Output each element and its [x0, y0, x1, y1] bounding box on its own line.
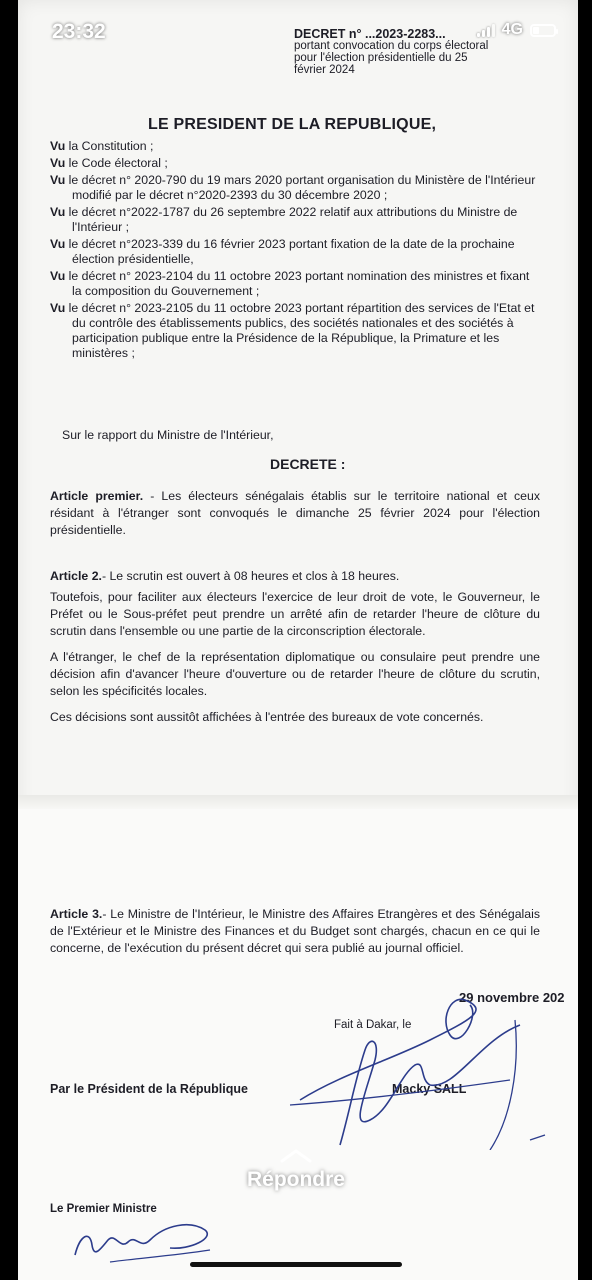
document-title: LE PRESIDENT DE LA REPUBLIQUE, [148, 116, 437, 133]
fait-a-dakar: Fait à Dakar, le [334, 1019, 412, 1031]
article-2-paragraph: Toutefois, pour faciliter aux électeurs l'exercice de leur droit de vote, le Gouverneur, le Préfet ou le Sous-préfet peut prendre un arrêté afin de retarder l'heure de clôture du scrutin dans l'ensemble ou une partie de la circonscription électorale. [50, 590, 540, 638]
decree-subject-line2: pour l'élection présidentielle du 25 [294, 52, 468, 64]
vu-item: Vu le décret n° 2023-2105 du 11 octobre 2023 portant répartition des services de l'Etat et du contrôle des établissements publics, des sociétés nationales et des sociétés à participation publique entre la Présidence de la République, la Primature et les ministères ; [50, 301, 535, 360]
vu-item: Vu le décret n° 2023-2104 du 11 octobre 2023 portant nomination des ministres et fixant la composition du Gouvernement ; [50, 269, 530, 298]
vu-list [50, 139, 542, 363]
article-3-text: - Le Ministre de l'Intérieur, le Ministre des Affaires Etrangères et des Sénégalais de l'Extérieur et le Ministre des Finances et du Budget sont chargés, chacun en ce qui le concerne, de l'exécution du présent décret qui sera publié au journal officiel. [50, 907, 540, 955]
decree-subject-line1: portant convocation du corps électoral [294, 40, 489, 52]
decree-header [294, 28, 584, 76]
article-1 [50, 488, 540, 548]
decree-subject-line3: février 2024 [294, 64, 355, 76]
article-2-text: - Le scrutin est ouvert à 08 heures et clos à 18 heures. [101, 569, 400, 583]
status-time: 23:32 [52, 20, 106, 43]
decree-number: DECRET n° ...2023-2283... [294, 27, 446, 41]
article-3 [50, 906, 540, 966]
chevron-up-icon [279, 1148, 313, 1164]
article-1-label: Article premier. [50, 489, 144, 503]
decrete-heading: DECRETE : [270, 456, 346, 472]
home-indicator[interactable] [190, 1262, 402, 1267]
reply-button[interactable] [226, 1148, 366, 1192]
vu-item: Vu le décret n° 2020-790 du 19 mars 2020 portant organisation du Ministère de l'Intérieur modifié par le décret n°2020-2393 du 30 décembre 2020 ; [50, 173, 536, 202]
article-2-label: Article 2. [50, 569, 102, 583]
signatory-name: Macky SALL [392, 1082, 467, 1096]
network-label: 4G [501, 21, 523, 38]
paper-fold [18, 795, 578, 809]
par-le-president: Par le Président de la République [50, 1082, 248, 1096]
article-2-paragraph: A l'étranger, le chef de la représentation diplomatique ou consulaire peut prendre une décision afin d'avancer l'heure d'ouverture ou de retarder l'heure de clôture du scrutin, selon les spécificités locales. [50, 650, 540, 698]
article-2 [50, 568, 540, 735]
vu-item: Vu le Code électoral ; [50, 156, 168, 170]
premier-ministre-label: Le Premier Ministre [50, 1203, 157, 1215]
vu-item: Vu le décret n°2023-339 du 16 février 2023 portant fixation de la date de la prochaine élection présidentielle, [50, 237, 515, 266]
article-3-label: Article 3. [50, 907, 103, 921]
vu-item: Vu le décret n°2022-1787 du 26 septembre 2022 relatif aux attributions du Ministre de l'Intérieur ; [50, 205, 518, 234]
article-2-paragraph: Ces décisions sont aussitôt affichées à l'entrée des bureaux de vote concernés. [50, 710, 484, 724]
signature-date: 29 novembre 202 [459, 990, 565, 1005]
vu-item: Vu la Constitution ; [50, 139, 154, 153]
reply-label: Répondre [246, 1168, 345, 1191]
president-signature-icon [280, 980, 580, 1150]
article-1-text: - Les électeurs sénégalais établis sur le territoire national et ceux résidant à l'étranger sont convoqués le dimanche 25 février 2024 pour l'élection présidentielle. [50, 489, 541, 537]
rapport-line: Sur le rapport du Ministre de l'Intérieur, [62, 428, 274, 442]
premier-ministre-signature-icon [70, 1210, 220, 1270]
